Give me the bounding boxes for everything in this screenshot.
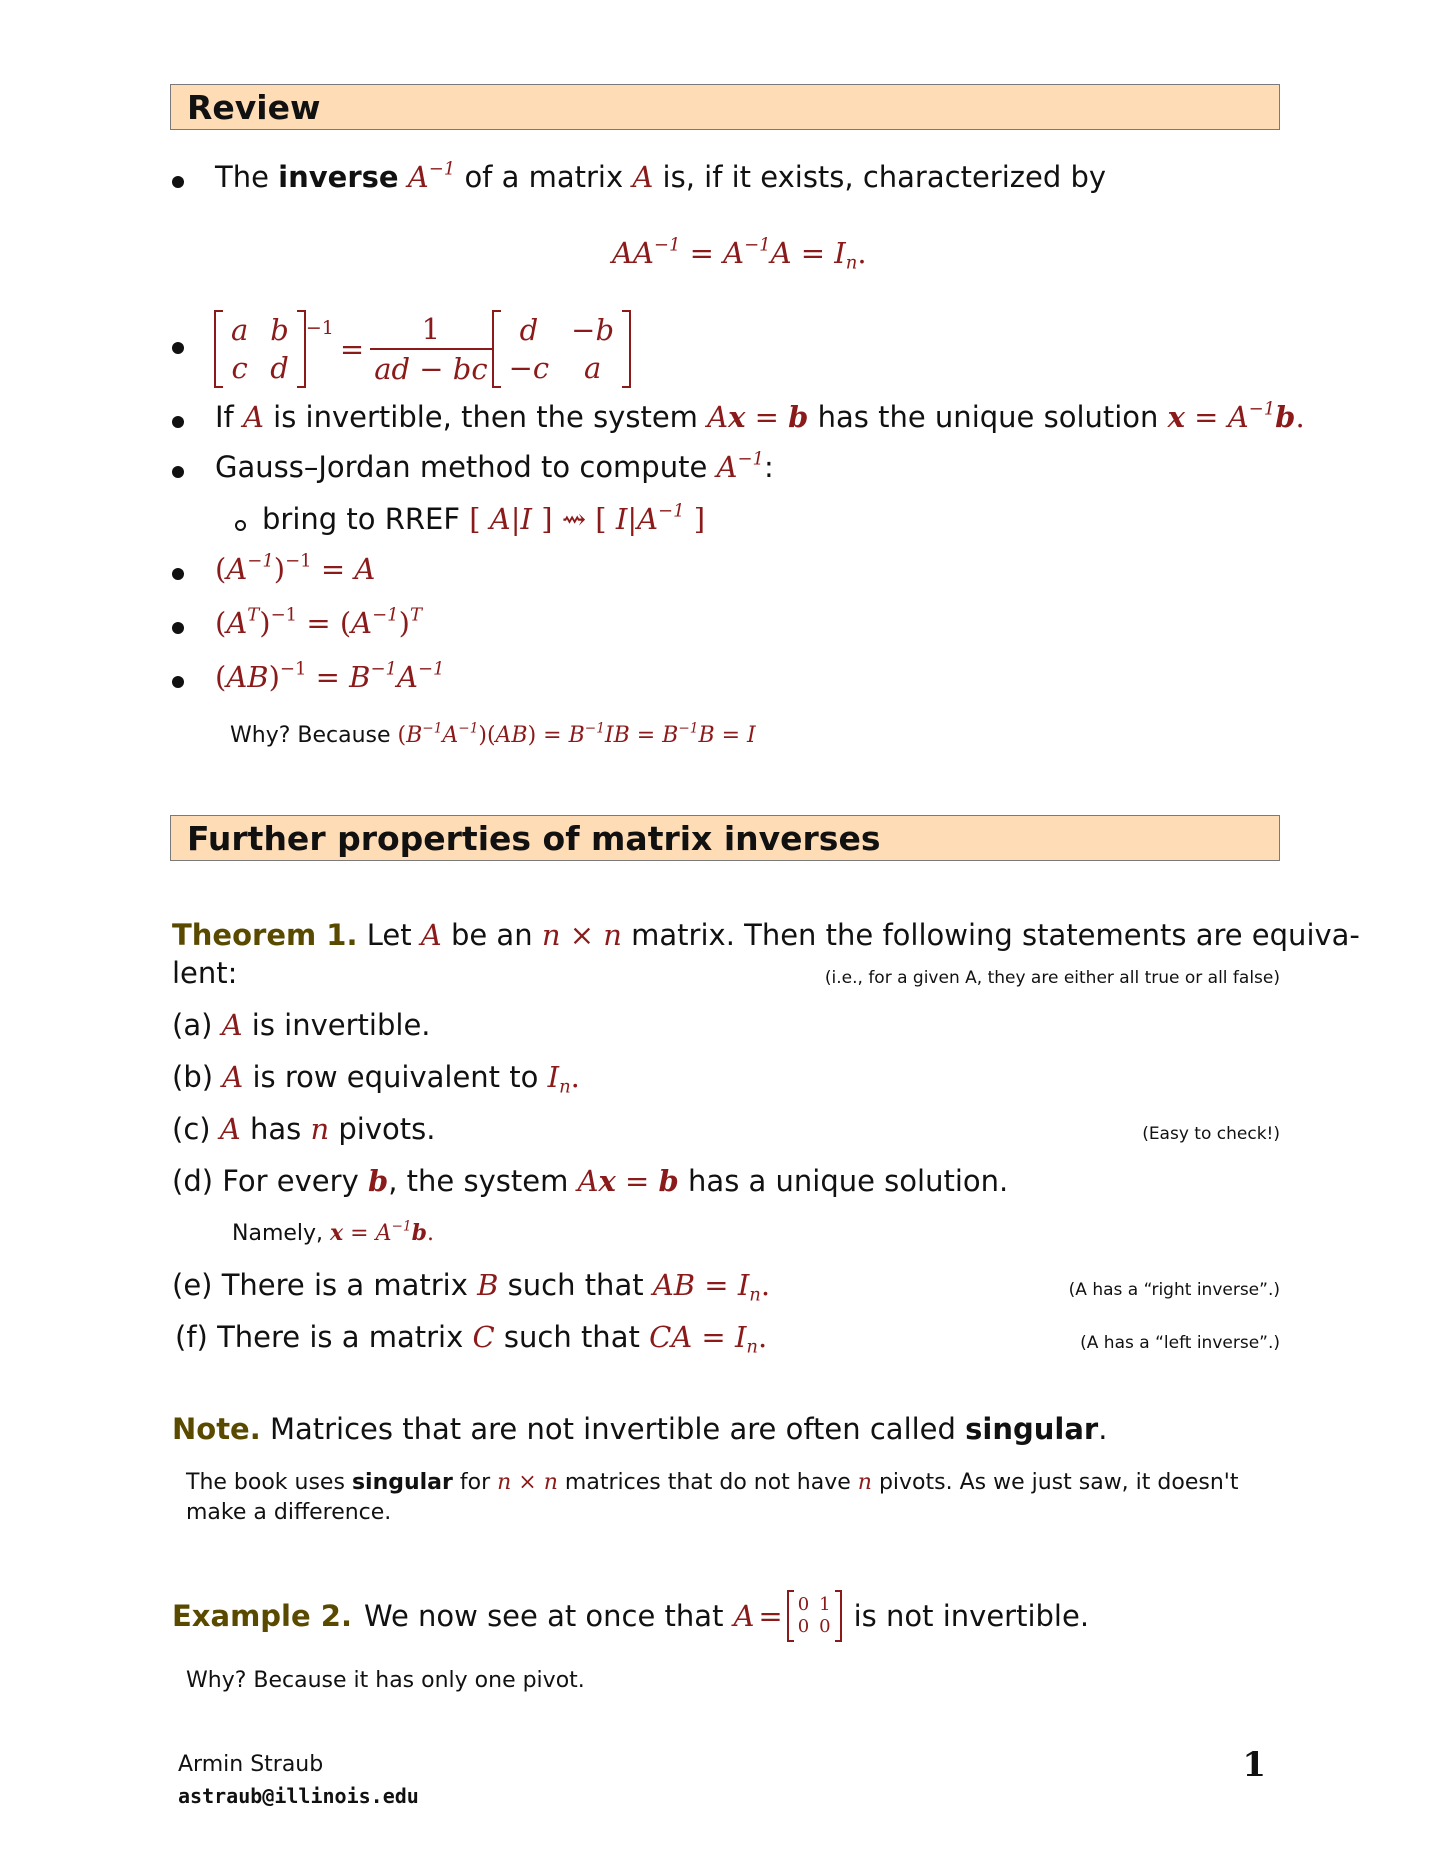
bullet-icon (172, 676, 184, 688)
example-2: Example 2. We now see at once that A = 0 1 0 0 is not invertible. (172, 1590, 1089, 1642)
bullet-icon (172, 416, 184, 428)
inverse-of-inverse: $(A^{-1})^{-1} = A$ (215, 550, 376, 586)
footer-email: astraub@illinois.edu (178, 1784, 419, 1808)
bullet-icon (172, 466, 184, 478)
unique-solution-formula: Namely, $x = A^{-1}b$. (232, 1218, 434, 1246)
theorem-intro: Theorem 1. Let A be an n × n matrix. Then the following statements are equiva- (172, 918, 1360, 952)
review-bullet-inverse: The inverse $A^{-1}$ of a matrix A is, if it exists, characterized by (215, 158, 1107, 194)
inverse-definition-formula: $AA^{-1} = A^{-1}A = I_n$. (612, 234, 867, 274)
footer-author: Armin Straub (178, 1752, 324, 1777)
further-properties-title: Further properties of matrix inverses (187, 819, 881, 858)
page-number: 1 (1242, 1745, 1266, 1785)
bullet-icon (172, 342, 184, 354)
singular-note-detail: The book uses singular for n × n matrices that do not have n pivots. As we just saw, it doesn't (186, 1470, 1239, 1495)
review-bullet-gauss-jordan: Gauss–Jordan method to compute $A^{-1}$: (215, 448, 774, 484)
review-bullet-unique-solution: If A is invertible, then the system Ax = b has the unique solution $x = A^{-1}b$. (215, 398, 1305, 434)
theorem-item-a: (a) A is invertible. (172, 1008, 431, 1042)
singular-note-detail-continued: make a difference. (186, 1500, 392, 1525)
review-section-header (170, 84, 1280, 130)
theorem-intro-continued: lent: (172, 956, 238, 990)
theorem-item-e: (e) There is a matrix B such that AB = $I_n$. (172, 1268, 771, 1306)
bullet-icon (172, 622, 184, 634)
example-explanation: Why? Because it has only one pivot. (186, 1668, 585, 1693)
theorem-equivalence-note: (i.e., for a given A, they are either all true or all false) (824, 968, 1280, 988)
bullet-icon (172, 568, 184, 580)
left-inverse-note: (A has a “left inverse”.) (1080, 1333, 1280, 1353)
product-inverse-explanation: Why? Because $(B^{-1}A^{-1})(AB) = B^{-1}IB = B^{-1}B = I$ (230, 720, 756, 748)
inverse-of-transpose: $(A^T)^{-1} = (A^{-1})^T$ (215, 604, 422, 640)
sub-bullet-icon (235, 520, 246, 531)
theorem-item-f: (f) There is a matrix C such that CA = $I_n$. (175, 1320, 768, 1358)
review-title: Review (187, 88, 321, 127)
right-inverse-note: (A has a “right inverse”.) (1068, 1280, 1280, 1300)
rref-instruction: bring to RREF [ A|I ] ⇝ [ $I|A^{-1}$ ] (262, 500, 706, 536)
two-by-two-inverse-formula: a b c d −1 = $\frac{1}{ad - bc}$ d −b −c a (214, 310, 631, 388)
theorem-item-d: (d) For every b, the system Ax = b has a unique solution. (172, 1164, 1009, 1198)
singular-note: Note. Matrices that are not invertible are often called singular. (172, 1412, 1108, 1446)
bullet-icon (172, 176, 184, 188)
inverse-of-product: $(AB)^{-1} = B^{-1}A^{-1}$ (215, 658, 445, 694)
theorem-item-c: (c) A has n pivots. (172, 1112, 436, 1146)
easy-to-check-note: (Easy to check!) (1142, 1124, 1280, 1144)
further-properties-section-header (170, 815, 1280, 861)
theorem-item-b: (b) A is row equivalent to $I_n$. (172, 1060, 580, 1098)
